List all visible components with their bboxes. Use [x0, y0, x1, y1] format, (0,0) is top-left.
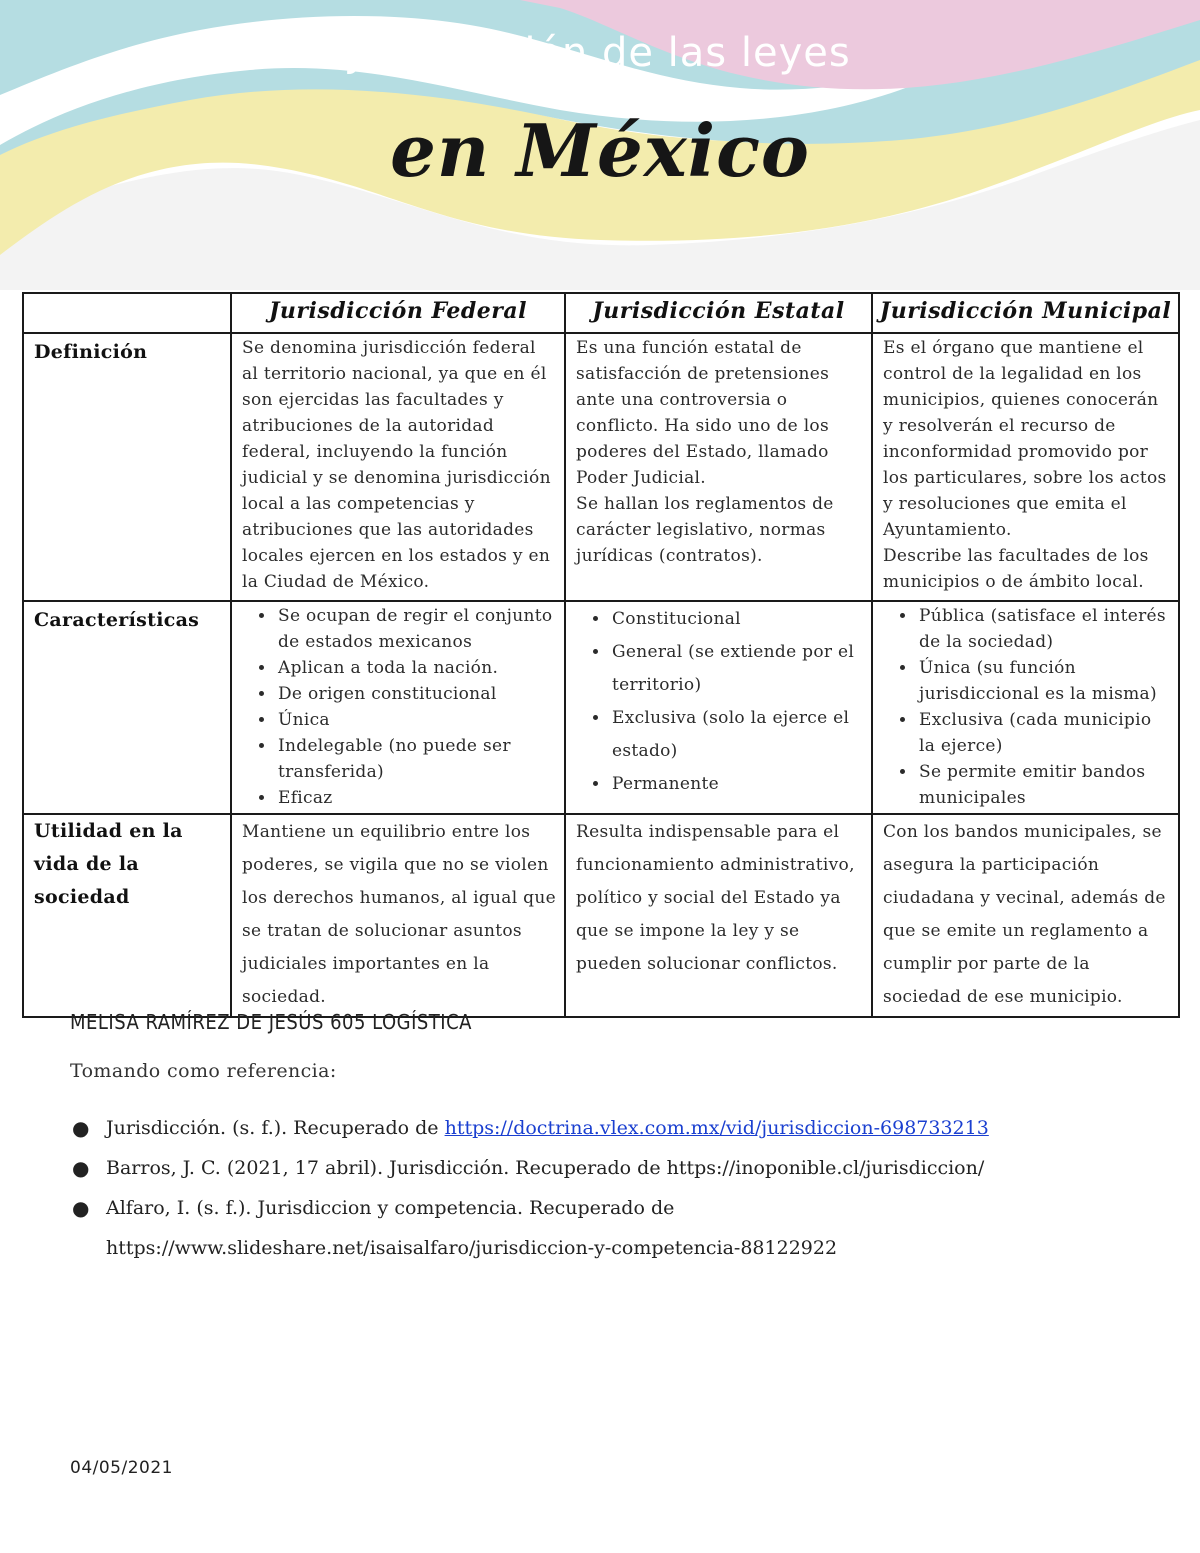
- references-label: Tomando como referencia:: [70, 1060, 337, 1082]
- reference-item: [72, 1188, 1166, 1268]
- reference-text: Barros, J. C. (2021, 17 abril). Jurisdicción. Recuperado de https://inoponible.cl/jurisdiccion/: [106, 1157, 985, 1179]
- page-title-line2: en México: [390, 108, 810, 193]
- caracteristicas-estatal: [565, 601, 872, 814]
- table-row-utilidad: [23, 814, 1179, 1017]
- definicion-estatal: [565, 333, 872, 601]
- definicion-municipal: [872, 333, 1179, 601]
- header-federal: Jurisdicción Federal: [231, 293, 565, 333]
- list-item: • Aplican a toda la nación.: [276, 655, 556, 681]
- header-municipal: Jurisdicción Municipal: [872, 293, 1179, 333]
- list-item: • General (se extiende por el territorio): [610, 636, 863, 702]
- caracteristicas-municipal: [872, 601, 1179, 814]
- definicion-municipal-p1: Es el órgano que mantiene el control de la legalidad en los municipios, quienes conocerán y resolverán el recurso de inconformidad promovido por los particulares, sobre los actos y resoluciones que emita el Ayuntamiento.: [883, 338, 1167, 540]
- definicion-estatal-p1: Es una función estatal de satisfacción de pretensiones ante una controversia o conflicto. Ha sido uno de los poderes del Estado, llamado Poder Judicial.: [576, 338, 830, 488]
- table-header-row: [23, 293, 1179, 333]
- list-item: • Pública (satisface el interés de la sociedad): [917, 603, 1170, 655]
- list-item: • Exclusiva (solo la ejerce el estado): [610, 702, 863, 768]
- bullet-icon: ●: [72, 1116, 90, 1140]
- definicion-municipal-p2: Describe las facultades de los municipios o de ámbito local.: [883, 546, 1149, 592]
- caracteristicas-municipal-list: [883, 603, 1170, 811]
- list-item: • Exclusiva (cada municipio la ejerce): [917, 707, 1170, 759]
- caracteristicas-federal: [231, 601, 565, 814]
- table-row-definicion: [23, 333, 1179, 601]
- list-item: • Única: [276, 707, 556, 733]
- list-item: • Indelegable (no puede ser transferida): [276, 733, 556, 785]
- definicion-federal: Se denomina jurisdicción federal al territorio nacional, ya que en él son ejercidas las facultades y atribuciones de la autoridad federal, incluyendo la función judicial y se denomina jurisdicción local a las competencias y atribuciones que las autoridades locales ejercen en los estados y en la Ciudad de México.: [231, 333, 565, 601]
- reference-text: Jurisdicción. (s. f.). Recuperado de: [106, 1117, 445, 1139]
- references-list: [70, 1108, 1166, 1268]
- page-title-line1: Jurisdicción de las leyes: [349, 30, 851, 76]
- header-empty-cell: [23, 293, 231, 333]
- list-item: • De origen constitucional: [276, 681, 556, 707]
- reference-text: Alfaro, I. (s. f.). Jurisdiccion y competencia. Recuperado de https://www.slideshare.net/isaisalfaro/jurisdiccion-y-competencia-88122922: [106, 1197, 838, 1259]
- list-item: • Se ocupan de regir el conjunto de estados mexicanos: [276, 603, 556, 655]
- bullet-icon: ●: [72, 1196, 90, 1220]
- list-item: • Se permite emitir bandos municipales: [917, 759, 1170, 811]
- row-label-utilidad: Utilidad en la vida de la sociedad: [23, 814, 231, 1017]
- header-estatal: Jurisdicción Estatal: [565, 293, 872, 333]
- list-item: • Permanente: [610, 768, 863, 801]
- document-date: 04/05/2021: [70, 1458, 173, 1478]
- list-item: • Constitucional: [610, 603, 863, 636]
- list-item: • Única (su función jurisdiccional es la misma): [917, 655, 1170, 707]
- row-label-caracteristicas: Características: [23, 601, 231, 814]
- caracteristicas-federal-list: [242, 603, 556, 811]
- utilidad-estatal: Resulta indispensable para el funcionamiento administrativo, político y social del Estado ya que se impone la ley y se pueden solucionar conflictos.: [565, 814, 872, 1017]
- author-line: MELISA RAMÍREZ DE JESÚS 605 LOGÍSTICA: [70, 1010, 472, 1034]
- reference-item: [72, 1148, 1166, 1188]
- caracteristicas-estatal-list: [576, 603, 863, 801]
- list-item: • Eficaz: [276, 785, 556, 811]
- definicion-estatal-p2: Se hallan los reglamentos de carácter legislativo, normas jurídicas (contratos).: [576, 494, 834, 566]
- reference-item: [72, 1108, 1166, 1148]
- utilidad-municipal: Con los bandos municipales, se asegura la participación ciudadana y vecinal, además de que se emite un reglamento a cumplir por parte de la sociedad de ese municipio.: [872, 814, 1179, 1017]
- bullet-icon: ●: [72, 1156, 90, 1180]
- utilidad-federal: Mantiene un equilibrio entre los poderes, se vigila que no se violen los derechos humanos, al igual que se tratan de solucionar asuntos judiciales importantes en la sociedad.: [231, 814, 565, 1017]
- reference-link[interactable]: https://doctrina.vlex.com.mx/vid/jurisdiccion-698733213: [444, 1117, 989, 1139]
- row-label-definicion: Definición: [23, 333, 231, 601]
- table-row-caracteristicas: [23, 601, 1179, 814]
- comparison-table: [22, 292, 1180, 1018]
